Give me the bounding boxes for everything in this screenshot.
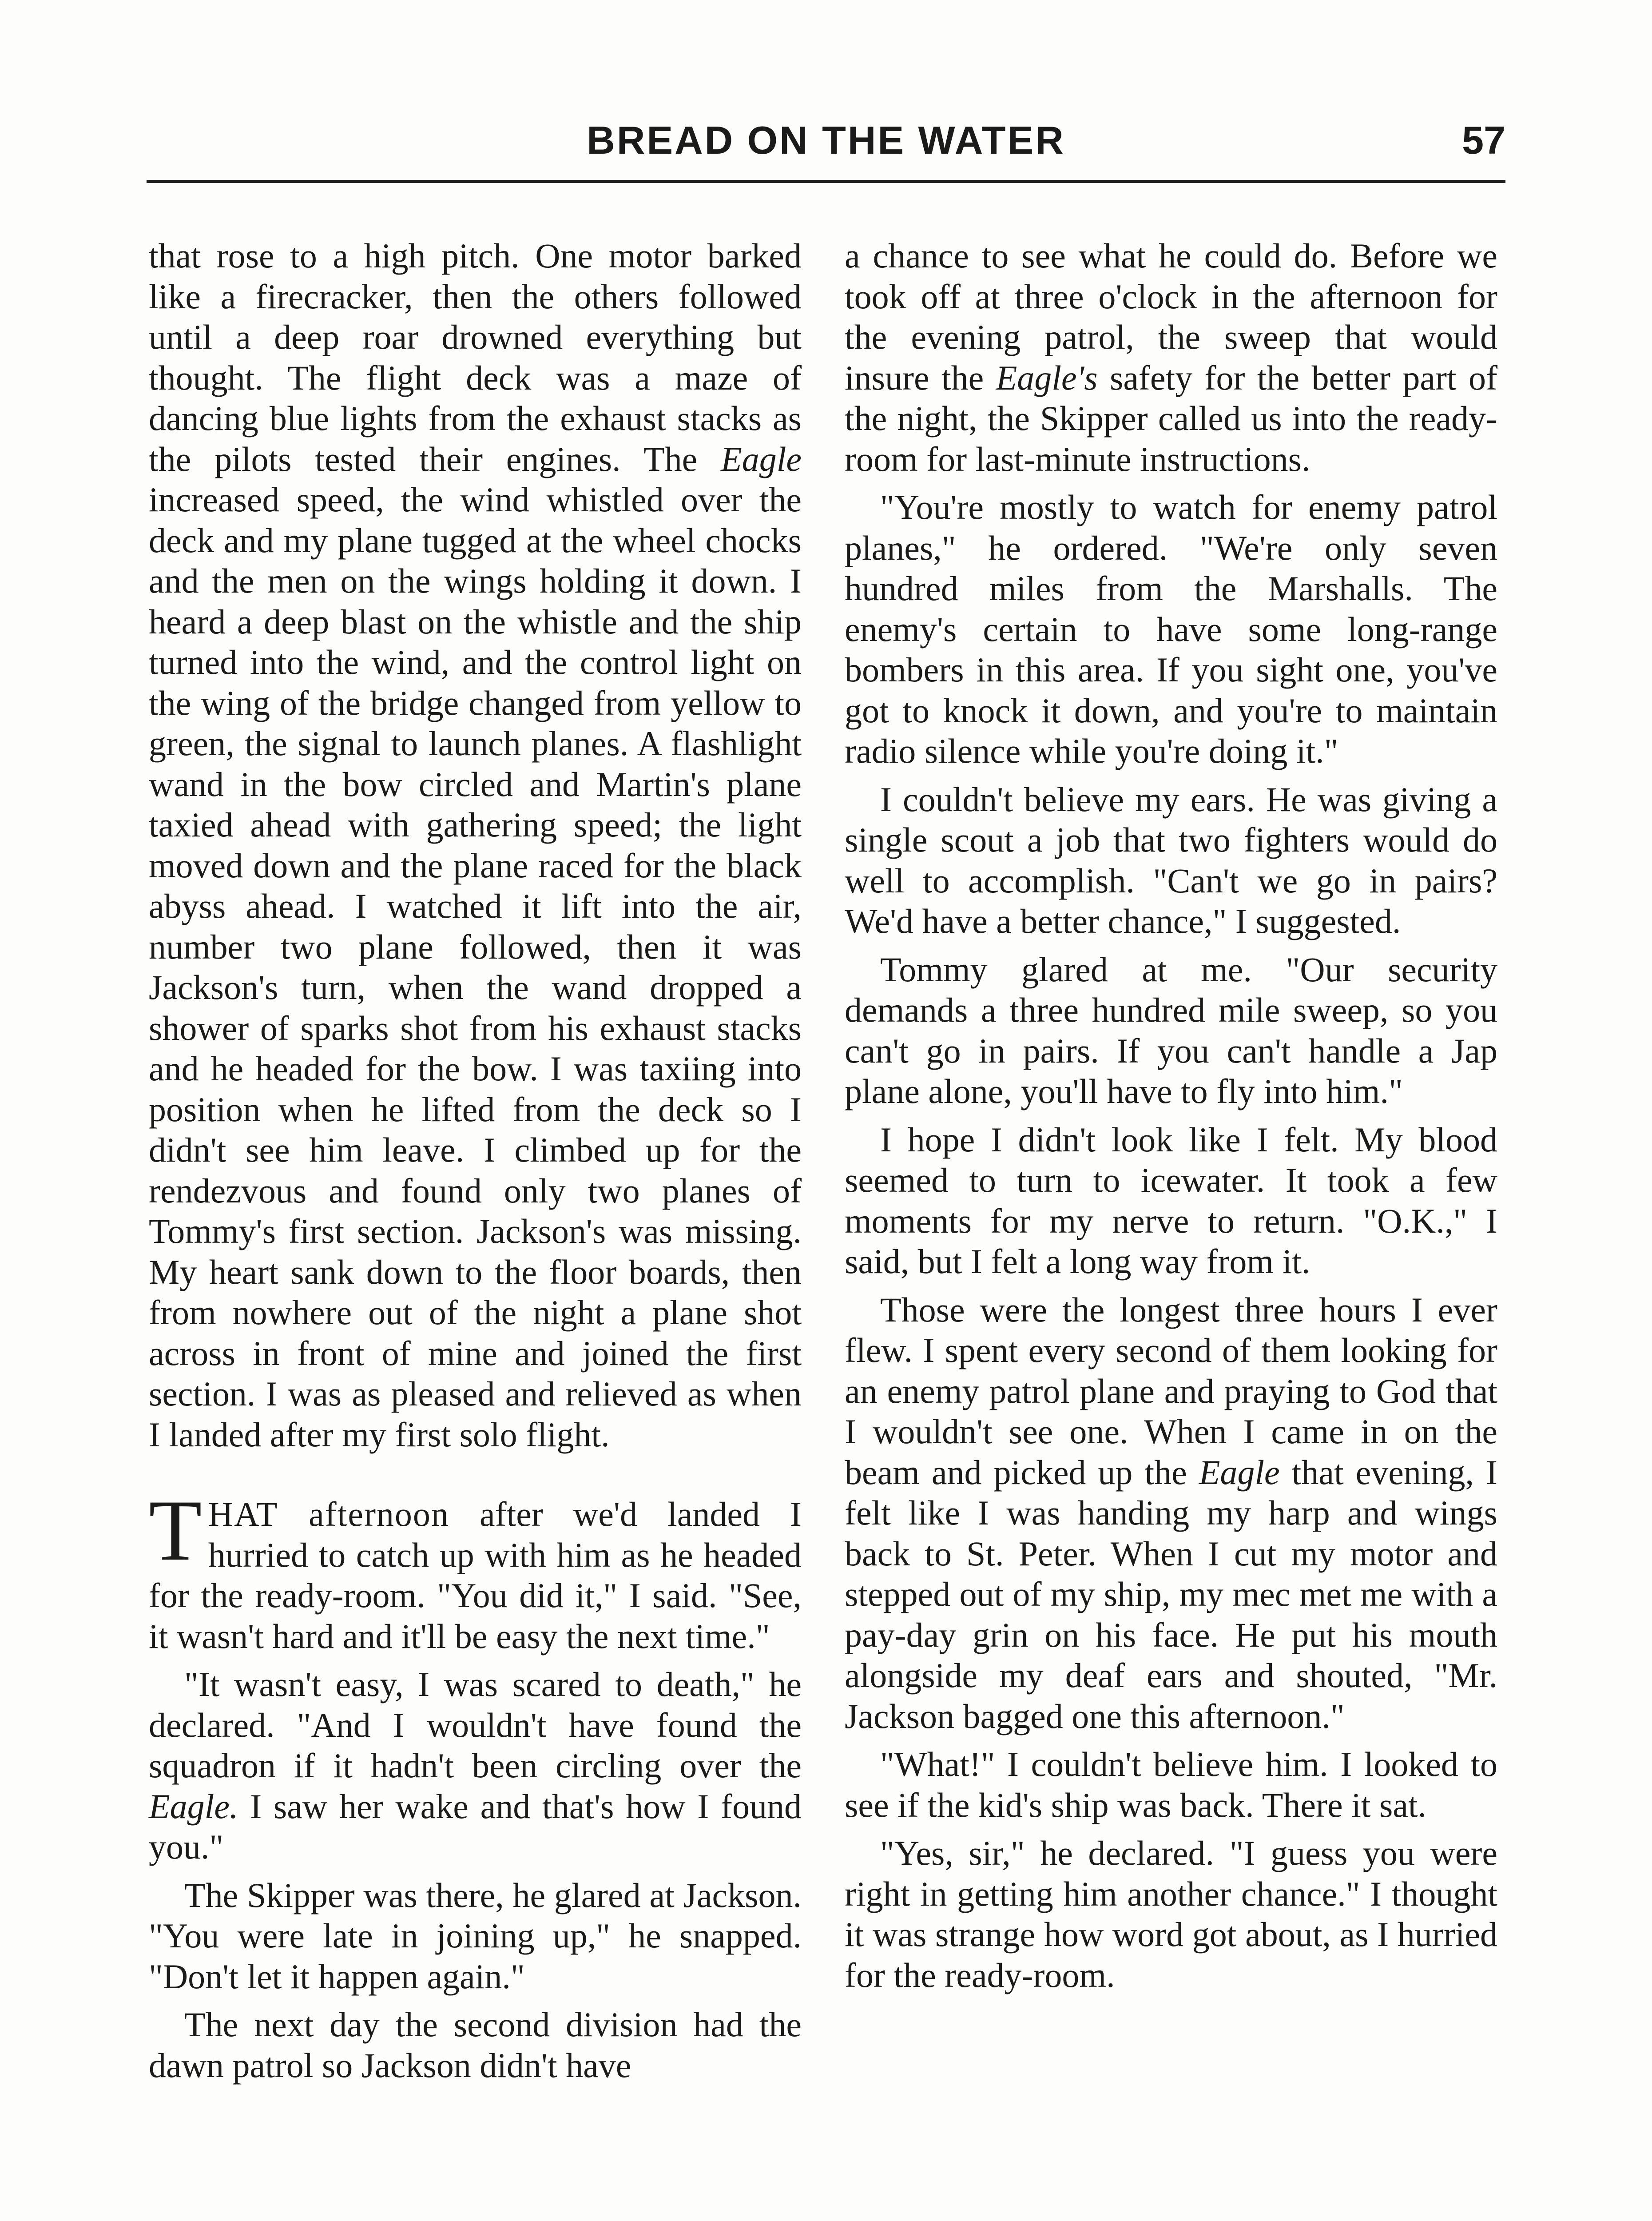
paragraph: The next day the second division had the dawn patrol so Jackson didn't have (149, 2005, 802, 2085)
drop-cap: T (149, 1482, 202, 1579)
paragraph: a chance to see what he could do. Before we took off at three o'clock in the afternoon for the evening patrol, the sweep that would insure the Eagle's safety for the better part of the night, the Skipper called us into the ready-room for last-minute instructions. (845, 236, 1497, 478)
paragraph: I hope I didn't look like I felt. My blood seemed to turn to icewater. It took a few moments for my nerve to return. "O.K.," I said, but I felt a long way from it. (845, 1120, 1497, 1281)
section-opening-paragraph: THAT afternoon after we'd landed I hurried to catch up with him as he headed for the ready-room. "You did it," I said. "See, it wasn't hard and it'll be easy the next time." (149, 1482, 802, 1656)
paragraph: "What!" I couldn't believe him. I looked to see if the kid's ship was back. There it sat. (845, 1745, 1497, 1824)
paragraph: "Yes, sir," he declared. "I guess you were right in getting him another chance." I thought it was strange how word got about, as I hurried for the ready-room. (845, 1834, 1497, 1994)
paragraph: that rose to a high pitch. One motor barked like a firecracker, then the others followed until a deep roar drowned everything but thought. The flight deck was a maze of dancing blue lights from the exhaust stacks as the pilots tested their engines. The Eagle increased speed, the wind whistled over the deck and my plane tugged at the wheel chocks and the men on the wings holding it down. I heard a deep blast on the whistle and the ship turned into the wind, and the control light on the wing of the bridge changed from yellow to green, the signal to launch planes. A flashlight wand in the bow circled and Martin's plane taxied ahead with gathering speed; the light moved down and the plane raced for the black abyss ahead. I watched it lift into the air, number two plane followed, then it was Jackson's turn, when the wand dropped a shower of sparks shot from his exhaust stacks and he headed for the bow. I was taxiing into position when he lifted from the deck so I didn't see him leave. I climbed up for the rendezvous and found only two planes of Tommy's first section. Jackson's was missing. My heart sank down to the floor boards, then from nowhere out of the night a plane shot across in front of mine and joined the first section. I was as pleased and relieved as when I landed after my first solo flight. (149, 236, 802, 1454)
paragraph: I couldn't believe my ears. He was giving a single scout a job that two fighters would do well to accomplish. "Can't we go in pairs? We'd have a better chance," I suggested. (845, 780, 1497, 940)
paragraph: Tommy glared at me. "Our security demands a three hundred mile sweep, so you can't go in pairs. If you can't handle a Jap plane alone, you'll have to fly into him." (845, 950, 1497, 1110)
paragraph: Those were the longest three hours I ever flew. I spent every second of them looking for an enemy patrol plane and praying to God that I wouldn't see one. When I came in on the beam and picked up the Eagle that evening, I felt like I was handing my harp and wings back to St. Peter. When I cut my motor and stepped out of my ship, my mec met me with a pay-day grin on his face. He put his mouth alongside my deaf ears and shouted, "Mr. Jackson bagged one this afternoon." (845, 1290, 1497, 1735)
paragraph: "You're mostly to watch for enemy patrol planes," he ordered. "We're only seven hundred miles from the Marshalls. The enemy's certain to have some long-range bombers in this area. If you sight one, you've got to knock it down, and you're to maintain radio silence while you're doing it." (845, 488, 1497, 770)
paragraph: "It wasn't easy, I was scared to death," he declared. "And I wouldn't have found the squadron if it hadn't been circling over the Eagle. I saw her wake and that's how I found you." (149, 1665, 802, 1866)
page-number: 57 (1462, 118, 1505, 162)
left-column (149, 235, 802, 2093)
running-title: BREAD ON THE WATER (587, 118, 1065, 162)
paragraph: The Skipper was there, he glared at Jackson. "You were late in joining up," he snapped. "Don't let it happen again." (149, 1875, 802, 1996)
lead-in: HAT afternoon (208, 1495, 449, 1533)
page-header (147, 113, 1505, 183)
right-column (845, 235, 1497, 2003)
